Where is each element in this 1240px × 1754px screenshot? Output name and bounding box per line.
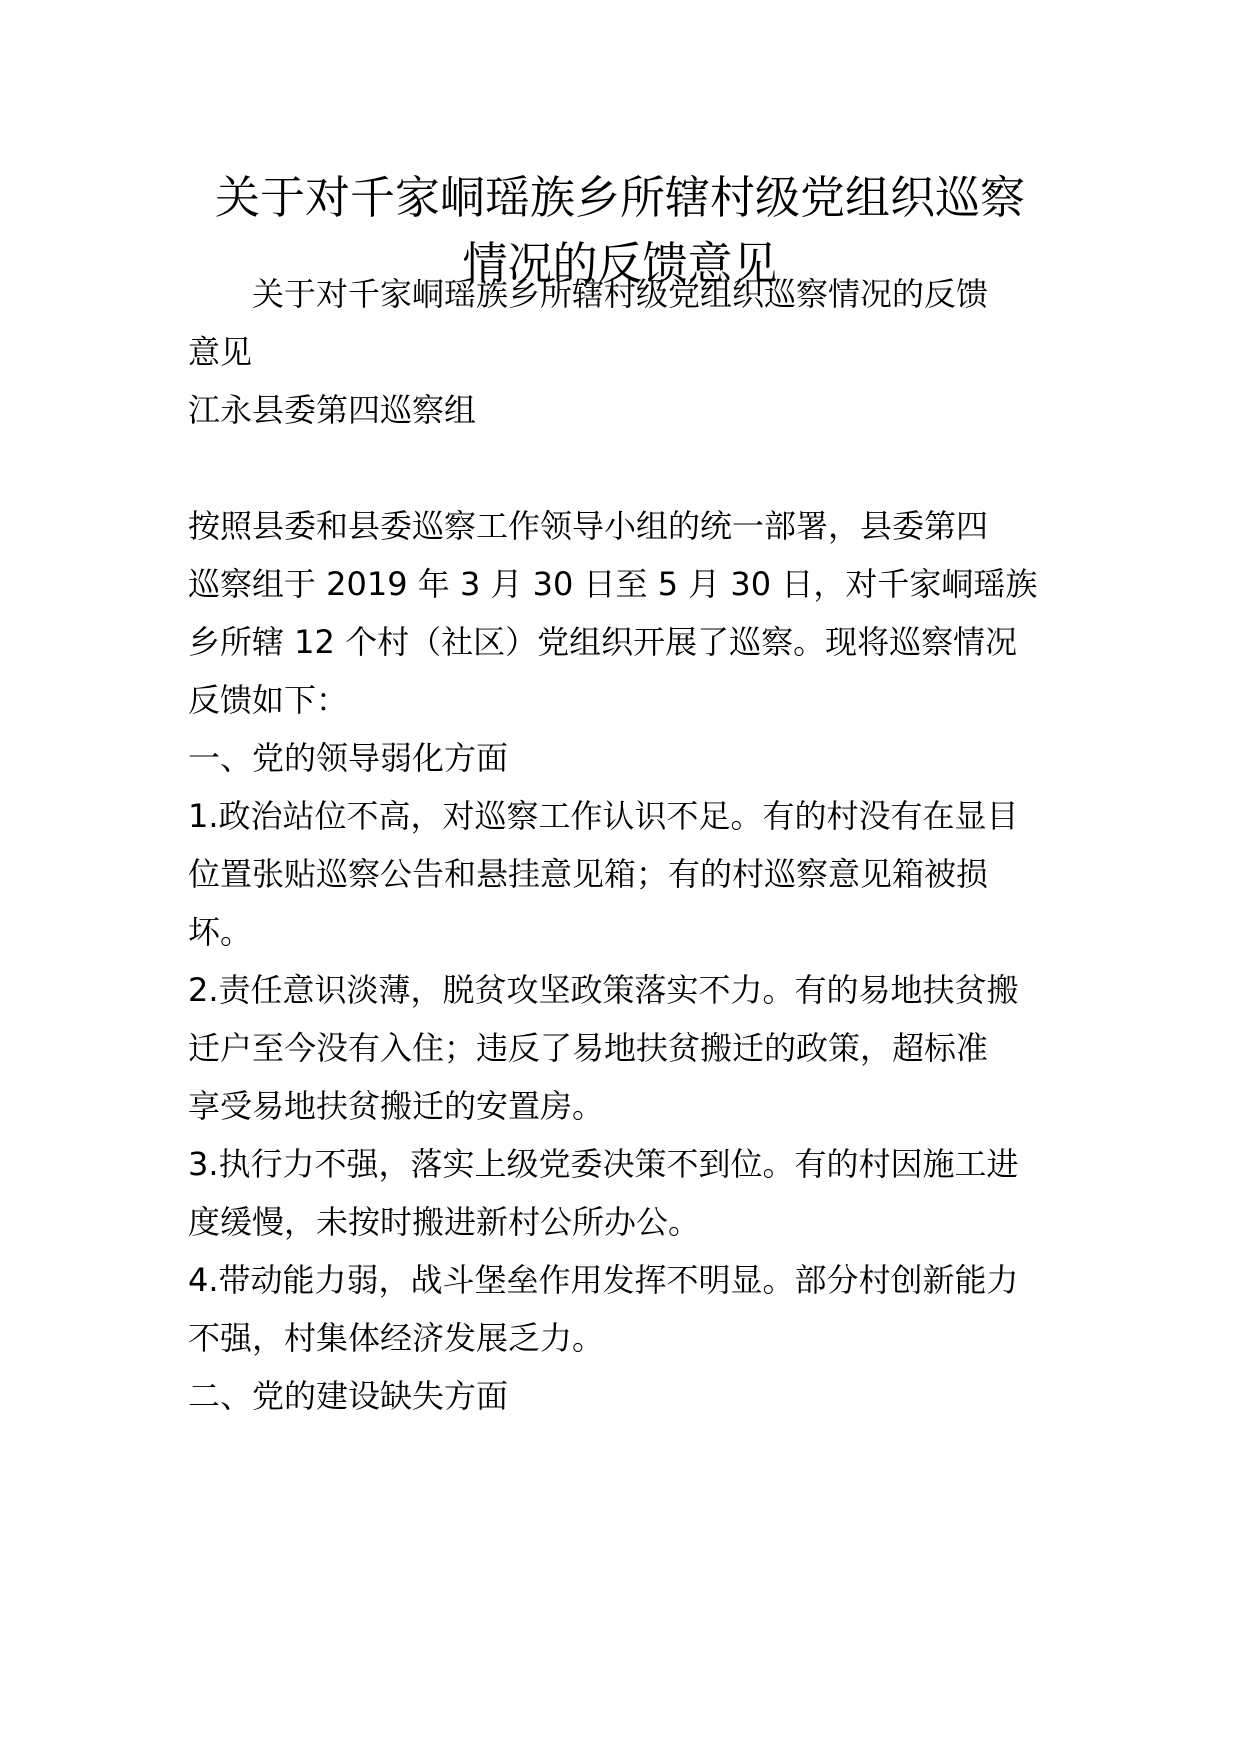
- subtitle-line-1: 关于对千家峒瑶族乡所辖村级党组织巡察情况的反馈: [252, 275, 989, 313]
- body-line: 位置张贴巡察公告和悬挂意见箱；有的村巡察意见箱被损: [188, 855, 989, 893]
- body-line: 反馈如下：: [188, 681, 349, 719]
- body-line: 享受易地扶贫搬迁的安置房。: [188, 1087, 605, 1125]
- body-line: 2.责任意识淡薄，脱贫攻坚政策落实不力。有的易地扶贫搬: [188, 971, 1019, 1009]
- body-line: 乡所辖 12 个村（社区）党组织开展了巡察。现将巡察情况: [188, 623, 1018, 661]
- section-heading: 二、党的建设缺失方面: [188, 1377, 509, 1415]
- body-line: 不强，村集体经济发展乏力。: [188, 1319, 605, 1357]
- body-line: 3.执行力不强，落实上级党委决策不到位。有的村因施工进: [188, 1145, 1019, 1183]
- body-line: 巡察组于 2019 年 3 月 30 日至 5 月 30 日，对千家峒瑶族: [188, 565, 1038, 603]
- body-line: 4.带动能力弱，战斗堡垒作用发挥不明显。部分村创新能力: [188, 1261, 1019, 1299]
- body-line: 1.政治站位不高，对巡察工作认识不足。有的村没有在显目: [188, 797, 1019, 835]
- body-line: 度缓慢，未按时搬进新村公所办公。: [188, 1203, 701, 1241]
- issuer-name: 江永县委第四巡察组: [188, 391, 477, 429]
- body-line: 坏。: [188, 913, 253, 951]
- section-heading: 一、党的领导弱化方面: [188, 739, 509, 777]
- document-title-line-2: 情况的反馈意见: [462, 237, 778, 290]
- body-line: 迁户至今没有入住；违反了易地扶贫搬迁的政策，超标准: [188, 1029, 989, 1067]
- body-line: 按照县委和县委巡察工作领导小组的统一部署，县委第四: [188, 507, 989, 545]
- subtitle-line-2: 意见: [188, 333, 253, 371]
- document-title-line-1: 关于对千家峒瑶族乡所辖村级党组织巡察: [214, 171, 1025, 224]
